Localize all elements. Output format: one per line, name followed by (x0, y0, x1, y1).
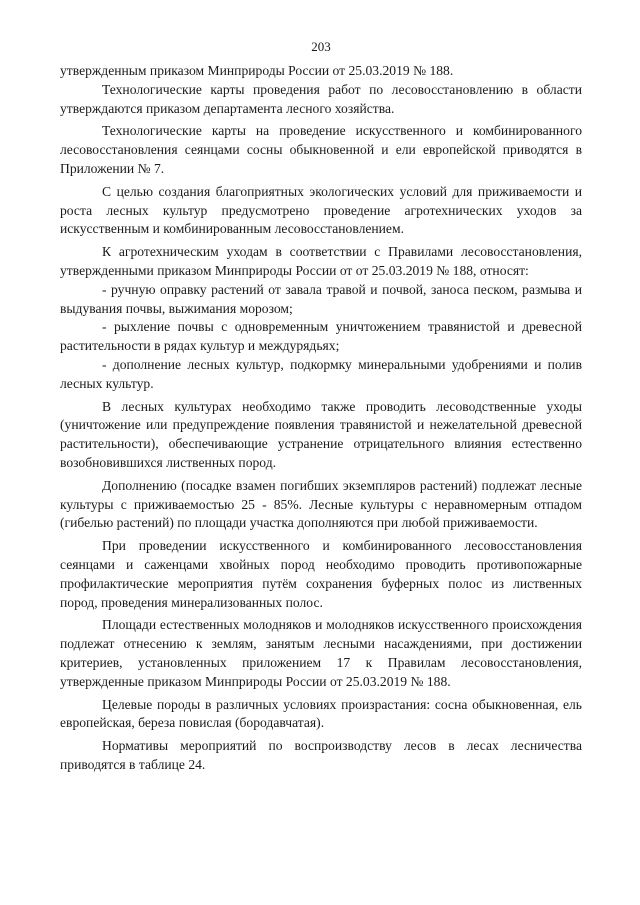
paragraph-2: Технологические карты проведения работ по лесовосстановлению в области утверждаются приказом департамента лесного хозяйства. (60, 81, 582, 116)
paragraph-10: Целевые породы в различных условиях произрастания: сосна обыкновенная, ель европейская, береза повислая (бородавчатая). (60, 696, 582, 731)
paragraph-3: Технологические карты на проведение искусственного и комбинированного лесовосстановления сеянцами сосны обыкновенной и ели европейской приводятся в Приложении № 7. (60, 123, 582, 176)
paragraph-11: Нормативы мероприятий по воспроизводству лесов в лесах лесничества приводятся в таблице 24. (60, 738, 582, 772)
paragraph-1: утвержденным приказом Минприроды России от 25.03.2019 № 188. (60, 63, 454, 78)
paragraph-4: С целью создания благоприятных экологических условий для приживаемости и роста лесных культур предусмотрено проведение агротехнических уходов за искусственным и комбинированным лесовосстановлением. (60, 183, 582, 237)
body-text (60, 62, 582, 775)
list-item-1: - ручную оправку растений от завала травой и почвой, заноса песком, размыва и выдувания почвы, выжимания морозом; (60, 281, 582, 316)
paragraph-8: При проведении искусственного и комбинированного лесовосстановления сеянцами и саженцами хвойных пород необходимо проводить противопожарные профилактические мероприятия путём сохранения буферных полос из лиственных пород, проведения минерализованных полос. (60, 538, 582, 610)
paragraph-9: Площади естественных молодняков и молодняков искусственного происхождения подлежат отнесению к землям, занятым лесными насаждениями, при достижении критериев, установленных приложением 17 к Правилам лесовосстановления, утвержденные приказом Минприроды России от 25.03.2019 № 188. (60, 617, 582, 689)
list-item-3: - дополнение лесных культур, подкормку минеральными удобрениями и полив лесных культур. (60, 356, 582, 391)
paragraph-6: В лесных культурах необходимо также проводить лесоводственные уходы (уничтожение или предупреждение появления травянистой и нежелательной древесной растительности), обеспечивающие устранение отрицательного влияния естественно возобновившихся лиственных пород. (60, 398, 582, 470)
paragraph-7: Дополнению (посадке взамен погибших экземпляров растений) подлежат лесные культуры с приживаемостью 25 - 85%. Лесные культуры с неравномерным отпадом (гибелью растений) по площади участка дополняются при любой приживаемости. (60, 477, 582, 531)
page-number: 203 (311, 39, 331, 54)
list-item-2: - рыхление почвы с одновременным уничтожением травянистой и древесной растительности в рядах культур и междурядьях; (60, 319, 582, 354)
paragraph-5: К агротехническим уходам в соответствии с Правилами лесовосстановления, утвержденными приказом Минприроды России от от 25.03.2019 № 188, относят: (60, 244, 582, 278)
